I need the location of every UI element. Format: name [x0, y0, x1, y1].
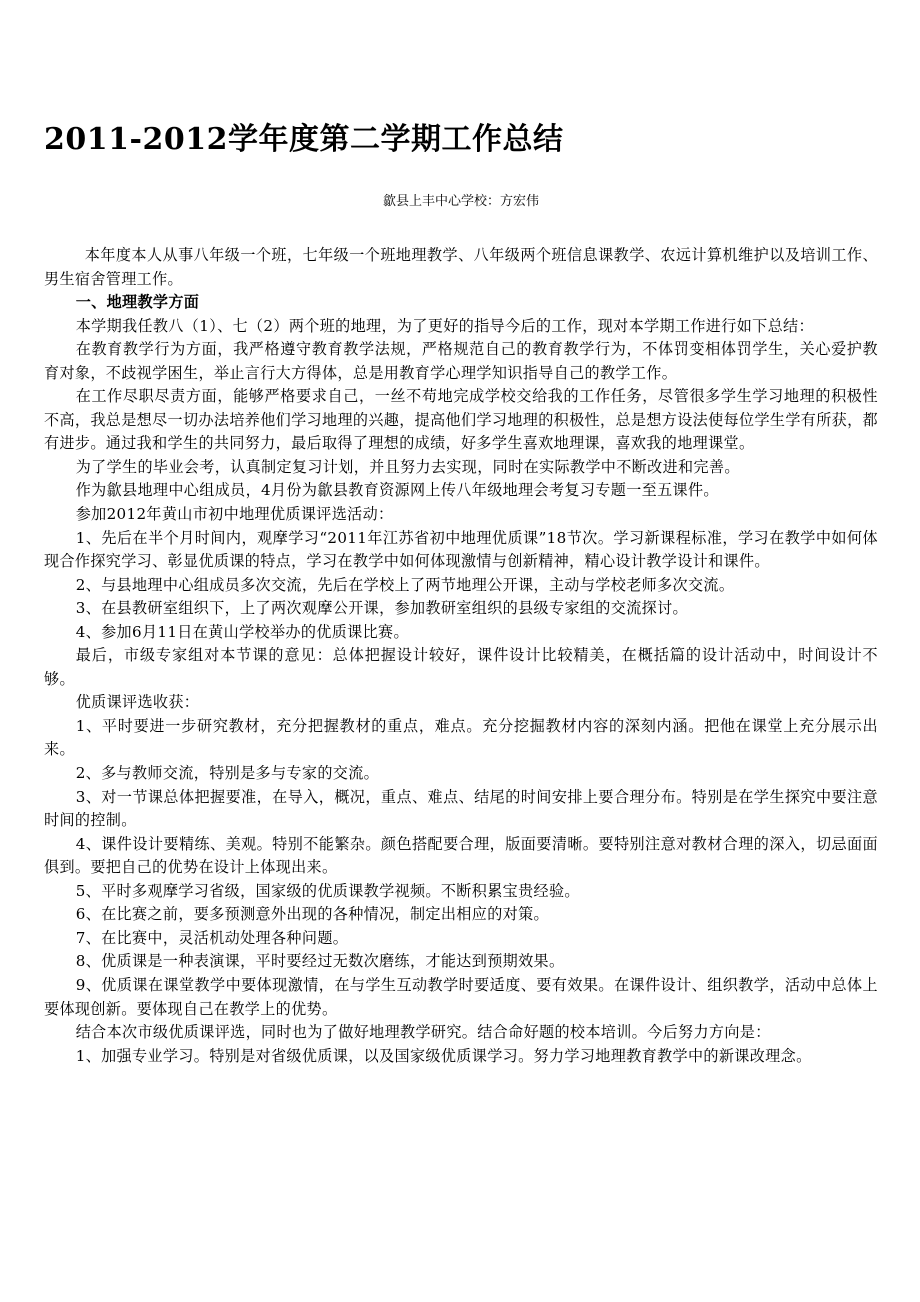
list-item: 1、先后在半个月时间内，观摩学习“2011年江苏省初中地理优质课”18节次。学习新课程标准，学习在教学中如何体现合作探究学习、彰显优质课的特点，学习在教学中如何体现激情与创新精神，精心设计教学设计和课件。 [44, 528, 878, 571]
paragraph: 在教育教学行为方面，我严格遵守教育教学法规，严格规范自己的教育教学行为，不体罚变相体罚学生，关心爱护教育对象，不歧视学困生，举止言行大方得体，总是用教育学心理学知识指导自己的教学工作。 [44, 340, 878, 382]
section-heading-geography: 一、地理教学方面 [75, 293, 200, 312]
paragraph: 在工作尽职尽责方面，能够严格要求自己，一丝不苟地完成学校交给我的工作任务，尽管很多学生学习地理的积极性不高，我总是想尽一切办法培养他们学习地理的兴趣，提高他们学习地理的积极性，总是想方设法使每位学生学有所获，都有进步。通过我和学生的共同努力，最后取得了理想的成绩，好多学生喜欢地理课，喜欢我的地理课堂。 [44, 387, 878, 453]
paragraph: 参加2012年黄山市初中地理优质课评选活动： [75, 505, 394, 524]
list-item: 4、参加6月11日在黄山学校举办的优质课比赛。 [75, 622, 409, 641]
list-item: 3、对一节课总体把握要准，在导入，概况，重点、难点、结尾的时间安排上要合理分布。特别是在学生探究中要注意时间的控制。 [44, 787, 878, 830]
list-item: 7、在比赛中，灵活机动处理各种问题。 [75, 928, 349, 947]
paragraph: 最后，市级专家组对本节课的意见：总体把握设计较好，课件设计比较精美，在概括篇的设计活动中，时间设计不够。 [44, 646, 878, 688]
list-item: 1、平时要进一步研究教材，充分把握教材的重点，难点。充分挖掘教材内容的深刻内涵。把他在课堂上充分展示出来。 [44, 716, 878, 759]
list-item: 8、优质课是一种表演课，平时要经过无数次磨练，才能达到预期效果。 [75, 952, 565, 971]
document-body [44, 244, 878, 1068]
paragraph: 本学期我任教八（1）、七（2）两个班的地理，为了更好的指导今后的工作，现对本学期工作进行如下总结： [75, 316, 814, 335]
intro-paragraph: 本年度本人从事八年级一个班，七年级一个班地理教学、八年级两个班信息课教学、农远计算机维护以及培训工作、男生宿舍管理工作。 [44, 246, 878, 288]
list-item: 3、在县教研室组织下，上了两次观摩公开课，参加教研室组织的县级专家组的交流探讨。 [75, 599, 688, 618]
list-item: 1、加强专业学习。特别是对省级优质课，以及国家级优质课学习。努力学习地理教育教学中的新课改理念。 [75, 1046, 812, 1065]
paragraph: 优质课评选收获： [75, 693, 200, 712]
document-title: 2011-2012学年度第二学期工作总结 [44, 122, 564, 157]
list-item: 2、多与教师交流，特别是多与专家的交流。 [75, 764, 380, 783]
paragraph: 结合本次市级优质课评选，同时也为了做好地理教学研究。结合命好题的校本培训。今后努力方向是： [75, 1023, 771, 1042]
paragraph: 作为歙县地理中心组成员，4月份为歙县教育资源网上传八年级地理会考复习专题一至五课件。 [75, 481, 719, 500]
list-item: 6、在比赛之前，要多预测意外出现的各种情况，制定出相应的对策。 [75, 905, 549, 924]
list-item: 5、平时多观摩学习省级，国家级的优质课教学视频。不断积累宝贵经验。 [75, 881, 580, 900]
author-line: 歙县上丰中心学校：方宏伟 [382, 194, 539, 209]
paragraph: 为了学生的毕业会考，认真制定复习计划，并且努力去实现，同时在实际教学中不断改进和完善。 [75, 457, 740, 476]
list-item: 9、优质课在课堂教学中要体现激情，在与学生互动教学时要适度、要有效果。在课件设计、组织教学，活动中总体上要体现创新。要体现自己在教学上的优势。 [44, 975, 878, 1018]
list-item: 2、与县地理中心组成员多次交流，先后在学校上了两节地理公开课，主动与学校老师多次交流。 [75, 575, 735, 594]
list-item: 4、课件设计要精练、美观。特别不能繁杂。颜色搭配要合理，版面要清晰。要特别注意对教材合理的深入，切忌面面俱到。要把自己的优势在设计上体现出来。 [44, 834, 878, 877]
